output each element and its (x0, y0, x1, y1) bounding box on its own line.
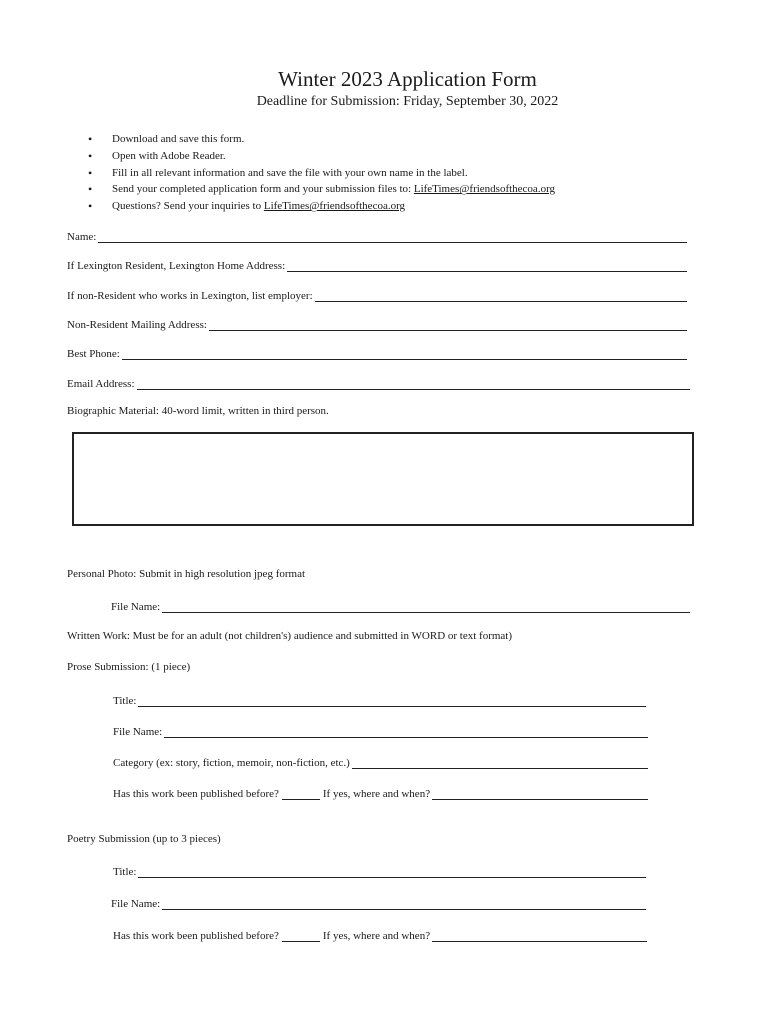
employer-row (67, 286, 687, 302)
photo-file-label: File Name: (111, 601, 161, 613)
poetry-heading: Poetry Submission (up to 3 pieces) (67, 833, 221, 845)
mailing-address-label: Non-Resident Mailing Address: (67, 319, 207, 331)
mailing-address-field[interactable] (209, 319, 687, 331)
photo-heading: Personal Photo: Submit in high resolution jpeg format (67, 568, 306, 580)
prose-category-row (113, 753, 648, 769)
name-field[interactable] (98, 231, 687, 243)
lexington-address-label: If Lexington Resident, Lexington Home Address: (67, 260, 286, 272)
phone-field[interactable] (122, 348, 687, 360)
name-label: Name: (67, 231, 97, 243)
prose-category-label: Category (ex: story, fiction, memoir, non-fiction, etc.) (113, 757, 350, 769)
written-work-note: Written Work: Must be for an adult (not children's) audience and submitted in WORD or text format) (67, 630, 513, 642)
photo-file-row (111, 597, 690, 613)
phone-label: Best Phone: (67, 348, 120, 360)
lexington-address-field[interactable] (287, 260, 687, 272)
email-label: Email Address: (67, 378, 135, 390)
poetry-file-field[interactable] (162, 898, 646, 910)
email-link[interactable]: LifeTimes@friendsofthecoa.org (413, 183, 556, 196)
prose-category-field[interactable] (352, 757, 648, 769)
prose-where-field[interactable] (432, 788, 648, 800)
poetry-published-field[interactable] (282, 930, 320, 942)
bio-label: Biographic Material: 40-word limit, written in third person. (67, 405, 329, 417)
prose-file-row (113, 722, 648, 738)
instruction-item: • Questions? Send your inquiries to LifeTimes@friendsofthecoa.org (88, 198, 555, 215)
employer-label: If non-Resident who works in Lexington, list employer: (67, 290, 313, 302)
lexington-address-row (67, 256, 687, 272)
email-field[interactable] (137, 378, 690, 390)
poetry-title-field[interactable] (138, 866, 646, 878)
email-link[interactable]: LifeTimes@friendsofthecoa.org (263, 200, 406, 213)
poetry-published-row (113, 926, 647, 942)
poetry-published-label: Has this work been published before? (113, 930, 279, 942)
prose-title-row (113, 691, 646, 707)
prose-file-label: File Name: (113, 726, 163, 738)
instruction-item: • Send your completed application form and your submission files to: LifeTimes@friendsofthecoa.org (88, 181, 555, 198)
form-title: Winter 2023 Application Form (278, 67, 537, 91)
bio-textbox[interactable] (72, 432, 694, 526)
mailing-address-row (67, 315, 687, 331)
email-row (67, 374, 690, 390)
prose-published-field[interactable] (282, 788, 320, 800)
employer-field[interactable] (315, 290, 687, 302)
poetry-where-field[interactable] (432, 930, 647, 942)
prose-published-row (113, 784, 648, 800)
poetry-file-label: File Name: (111, 898, 161, 910)
deadline-subtitle: Deadline for Submission: Friday, September 30, 2022 (256, 94, 559, 109)
prose-where-label: If yes, where and when? (322, 788, 431, 800)
poetry-title-label: Title: (113, 866, 137, 878)
prose-file-field[interactable] (164, 726, 648, 738)
instruction-item: • Fill in all relevant information and save the file with your own name in the label. (88, 165, 555, 182)
poetry-title-row (113, 862, 646, 878)
instruction-item: • Download and save this form. (88, 131, 555, 148)
poetry-file-row (111, 894, 646, 910)
instruction-item: • Open with Adobe Reader. (88, 148, 555, 165)
prose-title-label: Title: (113, 695, 137, 707)
instructions-list (88, 131, 555, 215)
photo-file-field[interactable] (162, 601, 690, 613)
poetry-where-label: If yes, where and when? (322, 930, 431, 942)
name-row (67, 227, 687, 243)
prose-heading: Prose Submission: (1 piece) (67, 661, 191, 673)
phone-row (67, 344, 687, 360)
prose-title-field[interactable] (138, 695, 646, 707)
prose-published-label: Has this work been published before? (113, 788, 279, 800)
